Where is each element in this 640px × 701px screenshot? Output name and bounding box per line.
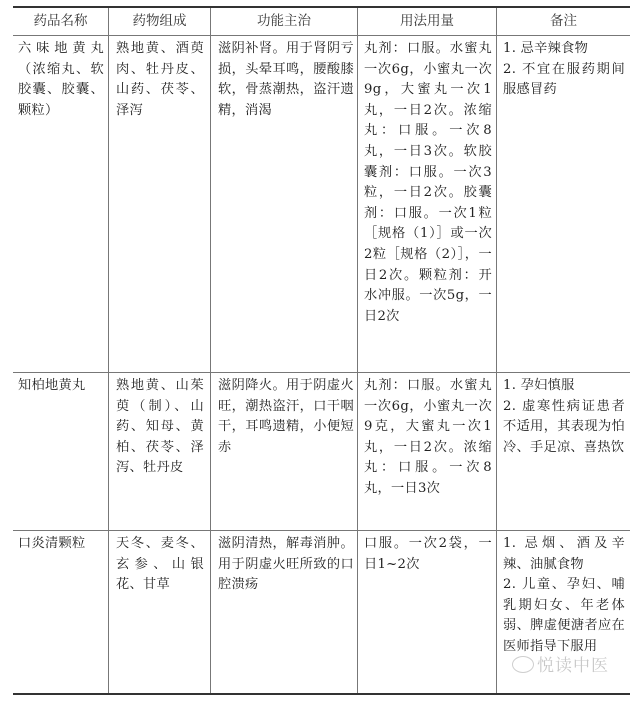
- drug-notes: [503, 376, 625, 458]
- note-item: 1. 忌辛辣食物: [503, 41, 589, 56]
- header-divider: [13, 35, 630, 36]
- watermark: [512, 651, 609, 676]
- drug-indications: 滋阴清热，解毒消肿。用于阴虚火旺所致的口腔溃疡: [218, 536, 354, 593]
- drug-notes: [503, 39, 625, 101]
- drug-name: 知柏地黄丸: [18, 378, 86, 393]
- table-bottom-rule: [13, 693, 630, 695]
- note-item: 2. 虚寒性病证患者不适用，其表现为怕冷、手足凉、喜热饮: [503, 398, 625, 455]
- header-composition: 药物组成: [132, 13, 187, 29]
- watermark-text: 悦读中医: [537, 656, 609, 676]
- note-item: 1. 孕妇慎服: [503, 378, 575, 393]
- wechat-icon: [512, 656, 534, 673]
- column-divider: [496, 8, 497, 693]
- drug-dosage: 丸剂：口服。水蜜丸一次6g，小蜜丸一次9g，大蜜丸一次1丸，一日2次。浓缩丸：口服。一次8丸，一日3次。软胶囊剂：口服。一次3粒，一日2次。胶囊剂：口服。一次1粒［规格（1）］或一次2粒［规格（2）］，一日2次。颗粒剂：开水冲服。一次5g，一日2次: [364, 41, 492, 324]
- column-divider: [357, 8, 358, 693]
- drug-composition: 天冬、麦冬、玄参、山银花、甘草: [116, 536, 204, 593]
- header-drug-name: 药品名称: [33, 13, 88, 29]
- drug-name: 口炎清颗粒: [18, 536, 86, 551]
- note-item: 1. 忌烟、酒及辛辣、油腻食物: [503, 536, 625, 572]
- drug-name: 六味地黄丸（浓缩丸、软胶囊、胶囊、颗粒）: [18, 41, 104, 118]
- drug-dosage: 口服。一次2袋，一日1~2次: [364, 536, 492, 572]
- header-dosage: 用法用量: [400, 13, 454, 29]
- header-notes: 备注: [550, 13, 577, 29]
- column-divider: [108, 8, 109, 693]
- row-divider: [13, 530, 630, 531]
- drug-composition: 熟地黄、山茱萸（制）、山药、知母、黄柏、茯苓、泽泻、牡丹皮: [116, 378, 204, 476]
- note-item: 2. 儿童、孕妇、哺乳期妇女、年老体弱、脾虚便溏者应在医师指导下服用: [503, 577, 625, 654]
- header-indications: 功能主治: [257, 13, 311, 29]
- note-item: 2. 不宜在服药期间服感冒药: [503, 61, 625, 98]
- column-divider: [210, 8, 211, 693]
- drug-indications: 滋阴降火。用于阴虚火旺，潮热盗汗，口干咽干，耳鸣遗精，小便短赤: [218, 378, 354, 455]
- drug-indications: 滋阴补肾。用于肾阴亏损，头晕耳鸣，腰酸膝软，骨蒸潮热，盗汗遗精，消渴: [218, 41, 354, 118]
- drug-composition: 熟地黄、酒萸肉、牡丹皮、山药、茯苓、泽泻: [116, 41, 204, 118]
- drug-dosage: 丸剂：口服。水蜜丸一次6g，小蜜丸一次9克，大蜜丸一次1丸，一日2次。浓缩丸：口服。一次8丸，一日3次: [364, 378, 492, 496]
- drug-notes: [503, 534, 625, 658]
- row-divider: [13, 372, 630, 373]
